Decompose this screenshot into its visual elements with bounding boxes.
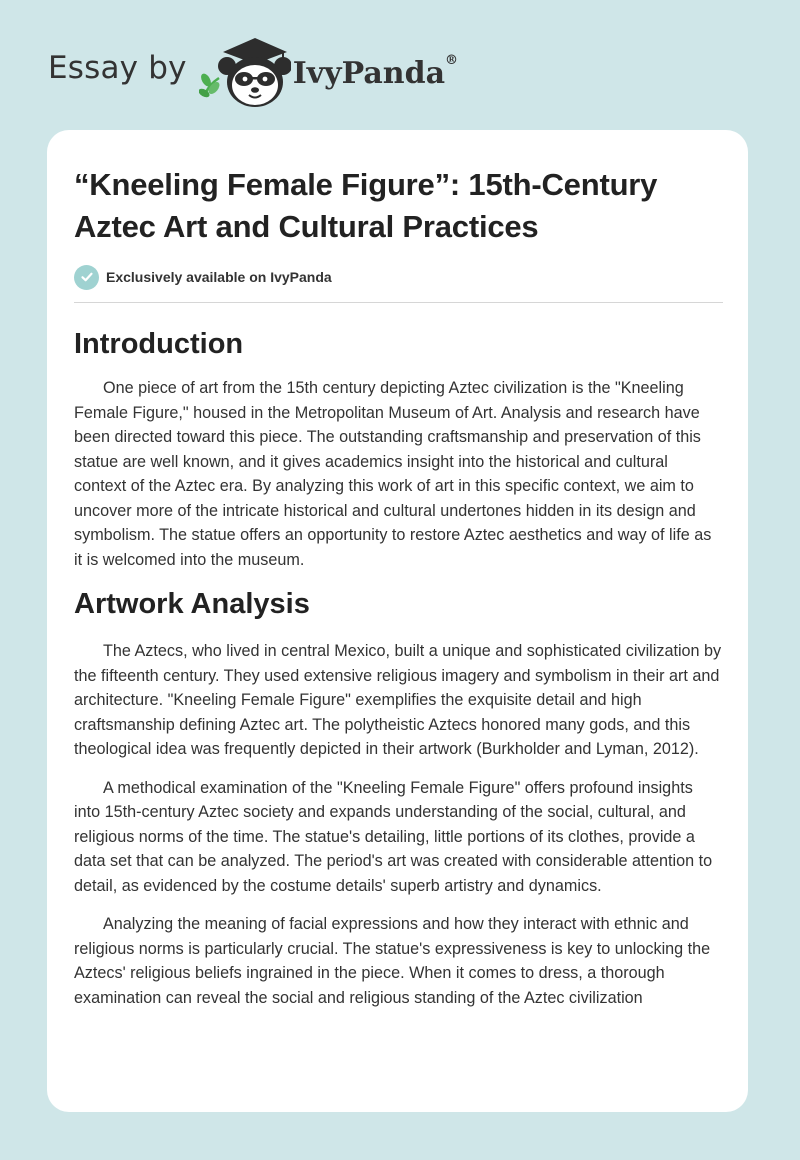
brand-name-text: IvyPanda: [292, 55, 446, 91]
brand-header[interactable]: [48, 34, 458, 110]
paragraph: Analyzing the meaning of facial expressions and how they interact with ethnic and religious norms is particularly crucial. The statue's expressiveness is key to unlocking the Aztecs' religious beliefs ingrained in the piece. When it comes to dress, a thorough examination can reveal the social and religious standing of the Aztec civilization: [74, 915, 711, 1007]
essay-body: [74, 326, 723, 1024]
paragraph: A methodical examination of the "Kneeling Female Figure" offers profound insights into 15th-century Aztec society and expands understanding of the social, cultural, and religious norms of the time. The statue's detailing, little portions of its clothes, provide a data set that can be analyzed. The period's art was created with considerable attention to detail, as evidenced by the costume details' superb artistry and dynamics.: [74, 778, 713, 895]
section-heading-artwork-analysis: Artwork Analysis: [74, 588, 310, 620]
ivypanda-wordmark: [292, 52, 459, 91]
paragraph: One piece of art from the 15th century depicting Aztec civilization is the "Kneeling Female Figure," housed in the Metropolitan Museum of Art. Analysis and research have been directed toward this piece. The outstanding craftsmanship and preservation of this statue are well known, and it gives academics insight into the historical and cultural context of the Aztec era. By analyzing this work of art in this specific context, we aim to uncover more of the intricate historical and cultural undertones hidden in its design and symbolism. The statue offers an opportunity to restore Aztec aesthetics and way of life as it is welcomed into the museum.: [74, 379, 712, 569]
essay-card: [47, 130, 748, 1112]
exclusive-badge: [74, 263, 332, 291]
section-heading-introduction: Introduction: [74, 328, 244, 360]
title-divider: [74, 302, 723, 303]
check-circle-icon: [74, 265, 99, 290]
panda-graduation-cap-icon: [199, 34, 291, 110]
registered-mark: ®: [445, 52, 459, 68]
paragraph: The Aztecs, who lived in central Mexico, built a unique and sophisticated civilization by the fifteenth century. They used extensive religious imagery and symbolism in their art and architecture. "Kneeling Female Figure" exemplifies the exquisite detail and high craftsmanship defining Aztec art. The polytheistic Aztecs honored many gods, and this theological idea was frequently depicted in their artwork (Burkholder and Lyman, 2012).: [74, 642, 722, 758]
essay-title: “Kneeling Female Figure”: 15th-Century Aztec Art and Cultural Practices: [74, 167, 658, 244]
exclusive-label: Exclusively available on IvyPanda: [106, 269, 332, 285]
essay-by-label: Essay by: [48, 50, 187, 86]
